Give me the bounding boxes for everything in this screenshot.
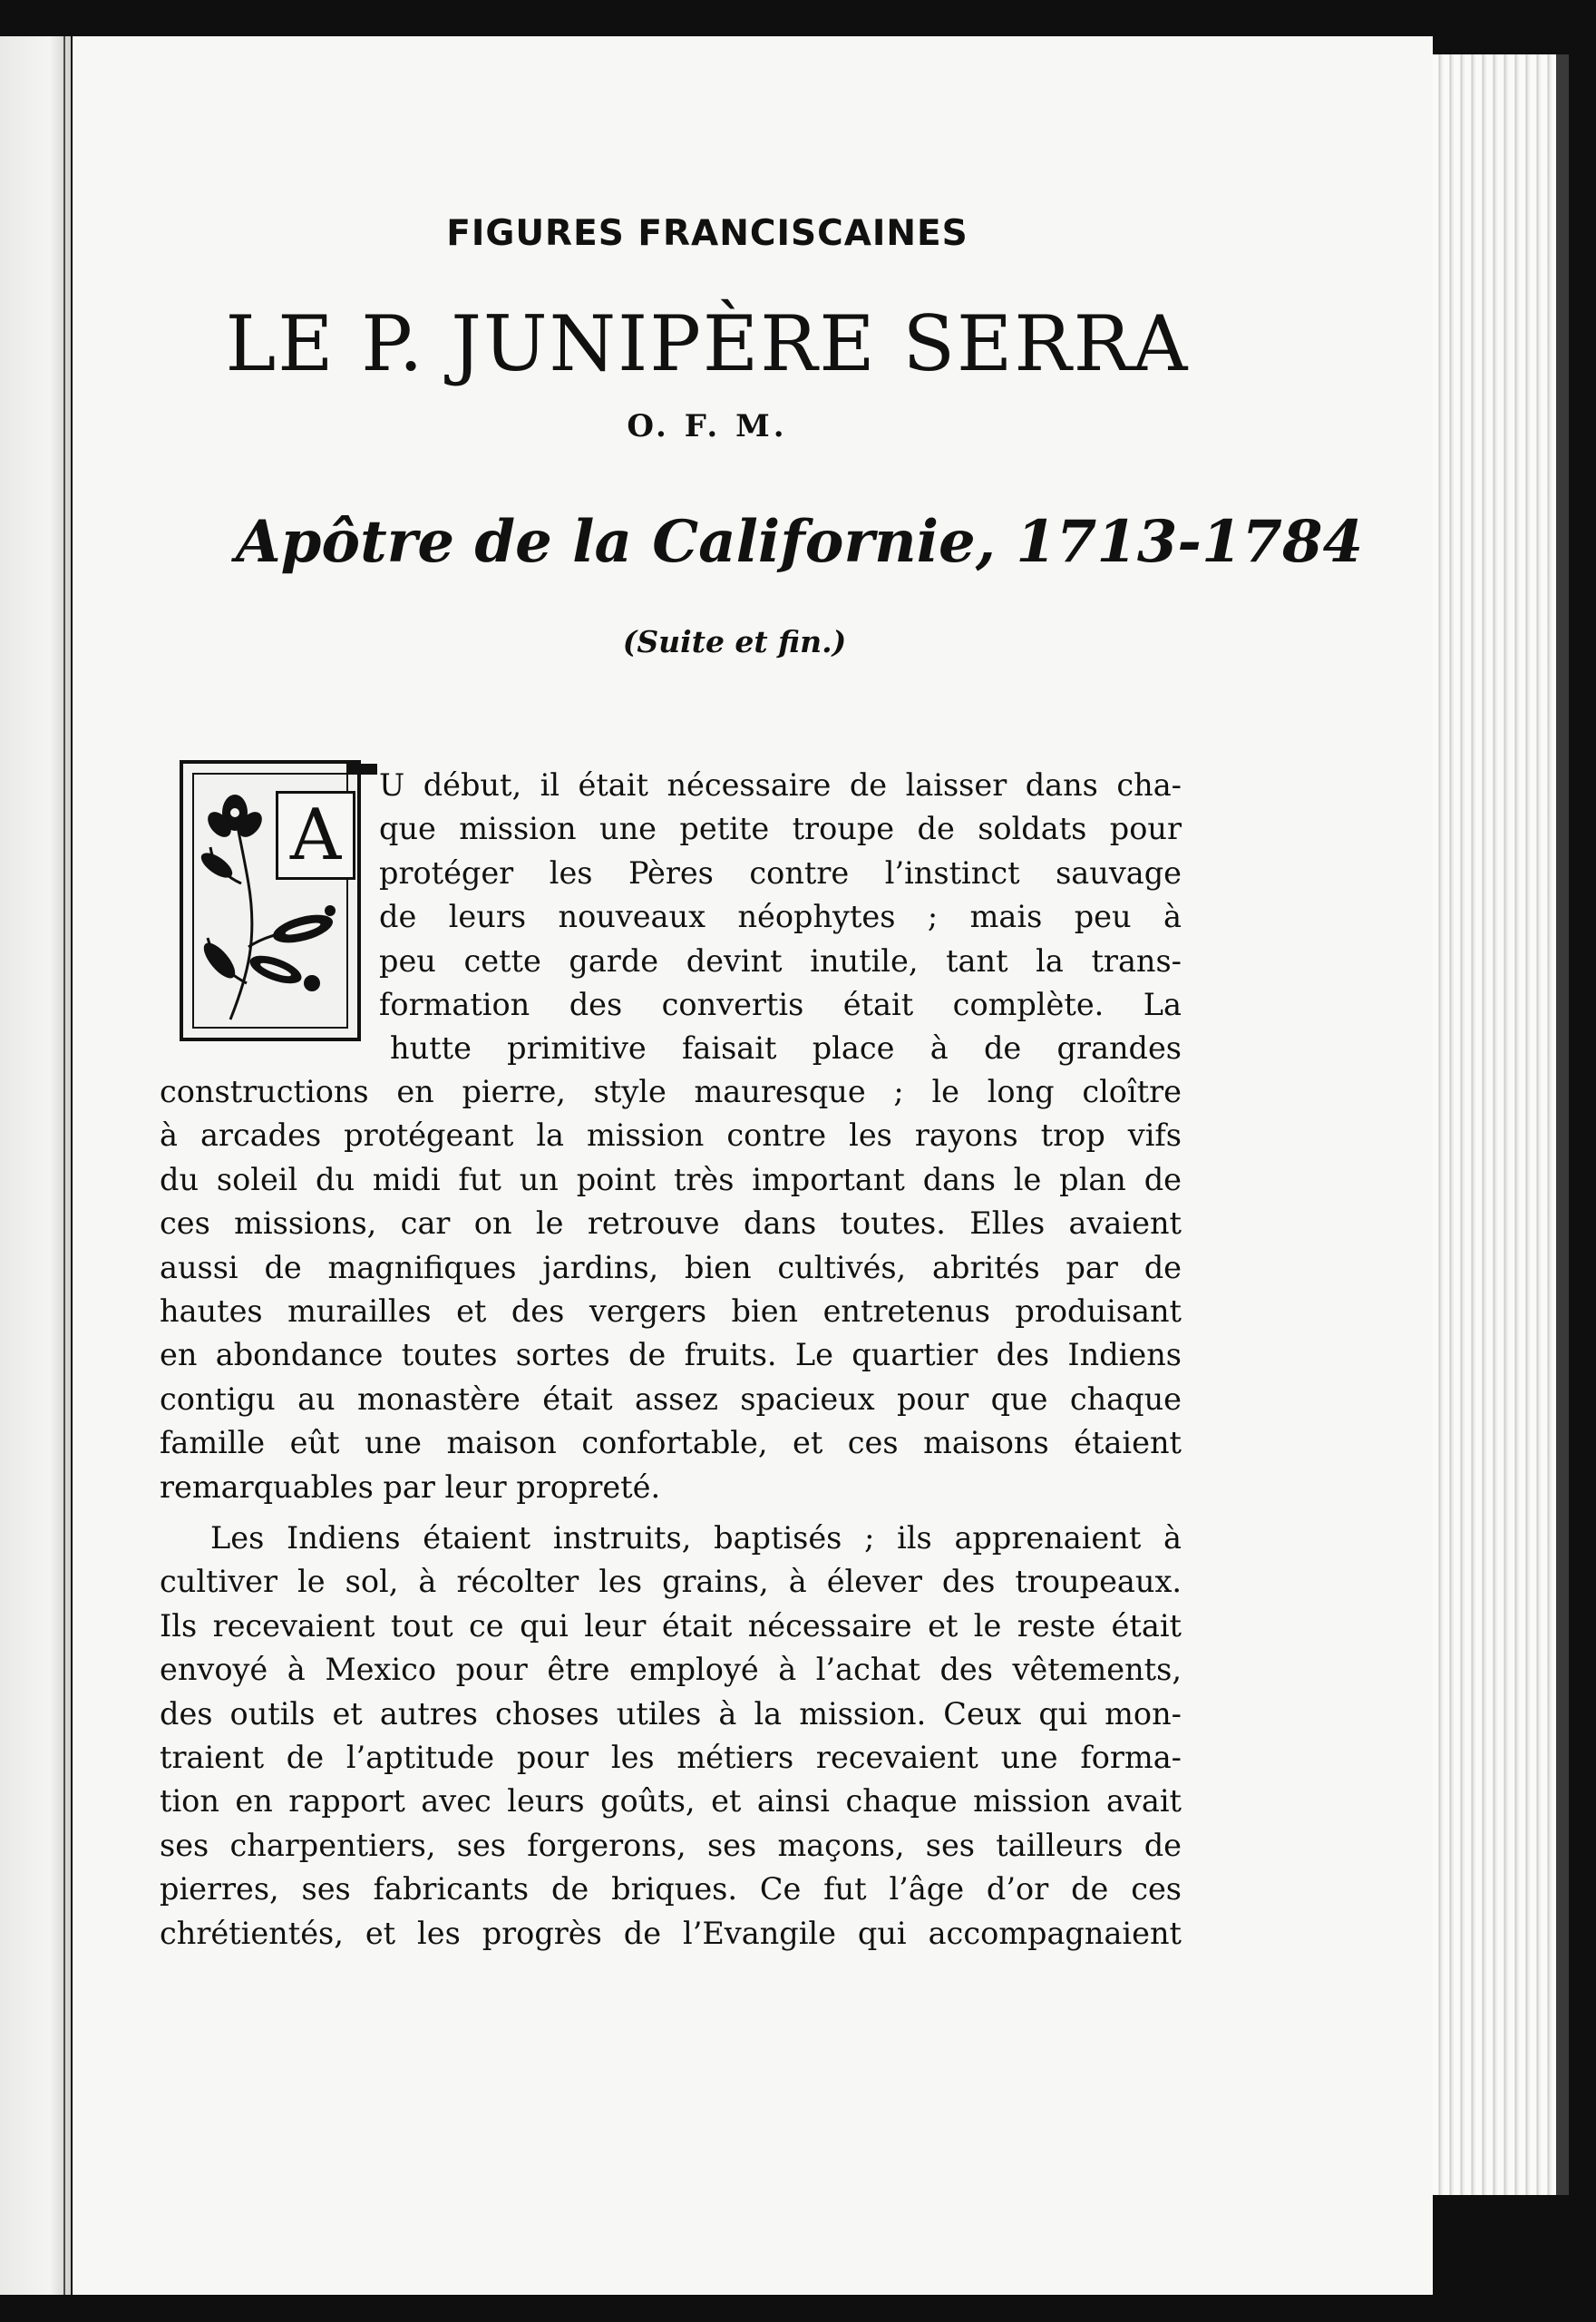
paragraph-1-continued-head bbox=[390, 1027, 1182, 1070]
text-line: tion en rapport avec leurs goûts, et ainsi chaque mission avait bbox=[160, 1783, 1182, 1820]
text-line: peu cette garde devint inutile, tant la trans- bbox=[379, 942, 1182, 979]
text-line: chrétientés, et les progrès de l’Evangile qui accompagnaient bbox=[160, 1915, 1182, 1951]
text-line: aussi de magnifiques jardins, bien cultivés, abrités par de bbox=[160, 1249, 1182, 1285]
text-line: hautes murailles et des vergers bien entretenus produisant bbox=[160, 1293, 1182, 1330]
text-line: constructions en pierre, style mauresque ; le long cloître bbox=[160, 1074, 1182, 1109]
religious-order: O. F. M. bbox=[627, 408, 788, 444]
text-line: protéger les Pères contre l’instinct sauvage bbox=[379, 854, 1182, 891]
text-line: formation des convertis était complète. La bbox=[379, 987, 1182, 1023]
text-line: famille eût une maison confortable, et ces maisons étaient bbox=[160, 1425, 1182, 1461]
text-line: traient de l’aptitude pour les métiers recevaient une forma- bbox=[160, 1740, 1182, 1776]
text-line: à arcades protégeant la mission contre les rayons trop vifs bbox=[160, 1117, 1182, 1154]
text-line: U début, il était nécessaire de laisser dans cha- bbox=[379, 767, 1182, 803]
text-line: de leurs nouveaux néophytes ; mais peu à bbox=[379, 899, 1182, 935]
page-stack-edges bbox=[1433, 54, 1569, 2195]
text-line: Les Indiens étaient instruits, baptisés ; ils apprenaient à bbox=[210, 1520, 1182, 1556]
text-line: ces missions, car on le retrouve dans toutes. Elles avaient bbox=[160, 1205, 1182, 1242]
continuation-note: (Suite et fin.) bbox=[622, 624, 847, 659]
previous-page-edge bbox=[0, 36, 71, 2295]
text-line: ses charpentiers, ses forgerons, ses maçons, ses tailleurs de bbox=[160, 1827, 1182, 1863]
drop-cap bbox=[180, 760, 361, 1041]
article-title: LE P. JUNIPÈRE SERRA bbox=[225, 299, 1190, 388]
text-line: que mission une petite troupe de soldats pour bbox=[379, 811, 1182, 847]
text-line: contigu au monastère était assez spacieux pour que chaque bbox=[160, 1381, 1182, 1417]
text-line: des outils et autres choses utiles à la mission. Ceux qui mon- bbox=[160, 1695, 1182, 1732]
text-line: Ils recevaient tout ce qui leur était nécessaire et le reste était bbox=[160, 1607, 1182, 1644]
article-subtitle: Apôtre de la Californie, 1713-1784 bbox=[236, 508, 1364, 576]
text-line: du soleil du midi fut un point très important dans le plan de bbox=[160, 1161, 1182, 1197]
paragraph-2 bbox=[160, 1517, 1182, 1956]
text-line: cultiver le sol, à récolter les grains, à élever des troupeaux. bbox=[160, 1564, 1182, 1600]
text-line: envoyé à Mexico pour être employé à l’achat des vêtements, bbox=[160, 1652, 1182, 1688]
text-line: hutte primitive faisait place à de grandes bbox=[390, 1030, 1182, 1066]
section-kicker: FIGURES FRANCISCAINES bbox=[446, 213, 968, 254]
paragraph-1-body bbox=[160, 1070, 1182, 1509]
text-line: en abondance toutes sortes de fruits. Le quartier des Indiens bbox=[160, 1337, 1182, 1373]
text-line: remarquables par leur propreté. bbox=[160, 1468, 661, 1505]
drop-cap-tail bbox=[346, 764, 377, 775]
paragraph-1-lead bbox=[379, 764, 1182, 1027]
drop-cap-letter: A bbox=[276, 791, 355, 880]
text-line: pierres, ses fabricants de briques. Ce fut l’âge d’or de ces bbox=[160, 1871, 1182, 1907]
